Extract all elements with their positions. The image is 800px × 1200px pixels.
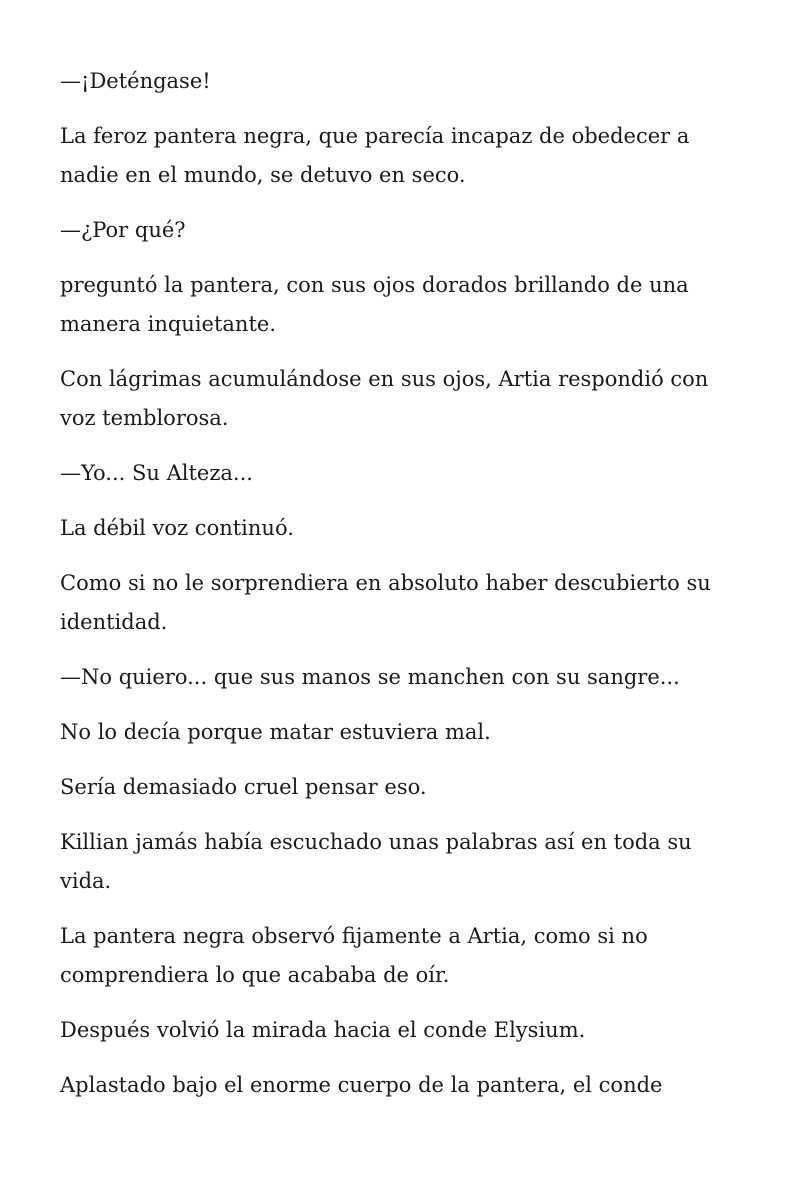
paragraph: —¡Deténgase! xyxy=(60,69,211,93)
paragraph: —¿Por qué? xyxy=(60,218,186,242)
paragraph: Killian jamás había escuchado unas palabras así en toda su vida. xyxy=(60,830,692,893)
paragraph: La débil voz continuó. xyxy=(60,516,294,540)
paragraph: Con lágrimas acumulándose en sus ojos, Artia respondió con voz temblorosa. xyxy=(60,367,709,430)
paragraph: Como si no le sorprendiera en absoluto haber descubierto su identidad. xyxy=(60,571,711,634)
paragraph: La feroz pantera negra, que parecía incapaz de obedecer a nadie en el mundo, se detuvo en seco. xyxy=(60,124,690,187)
paragraph: Sería demasiado cruel pensar eso. xyxy=(60,775,427,799)
paragraph: Aplastado bajo el enorme cuerpo de la pantera, el conde xyxy=(60,1073,663,1097)
paragraph: —Yo... Su Alteza... xyxy=(60,461,253,485)
paragraph: La pantera negra observó fijamente a Artia, como si no comprendiera lo que acababa de oír. xyxy=(60,924,648,987)
paragraph: —No quiero... que sus manos se manchen con su sangre... xyxy=(60,665,680,689)
paragraph: Después volvió la mirada hacia el conde Elysium. xyxy=(60,1018,586,1042)
paragraph: No lo decía porque matar estuviera mal. xyxy=(60,720,491,744)
paragraph: preguntó la pantera, con sus ojos dorados brillando de una manera inquietante. xyxy=(60,273,689,336)
